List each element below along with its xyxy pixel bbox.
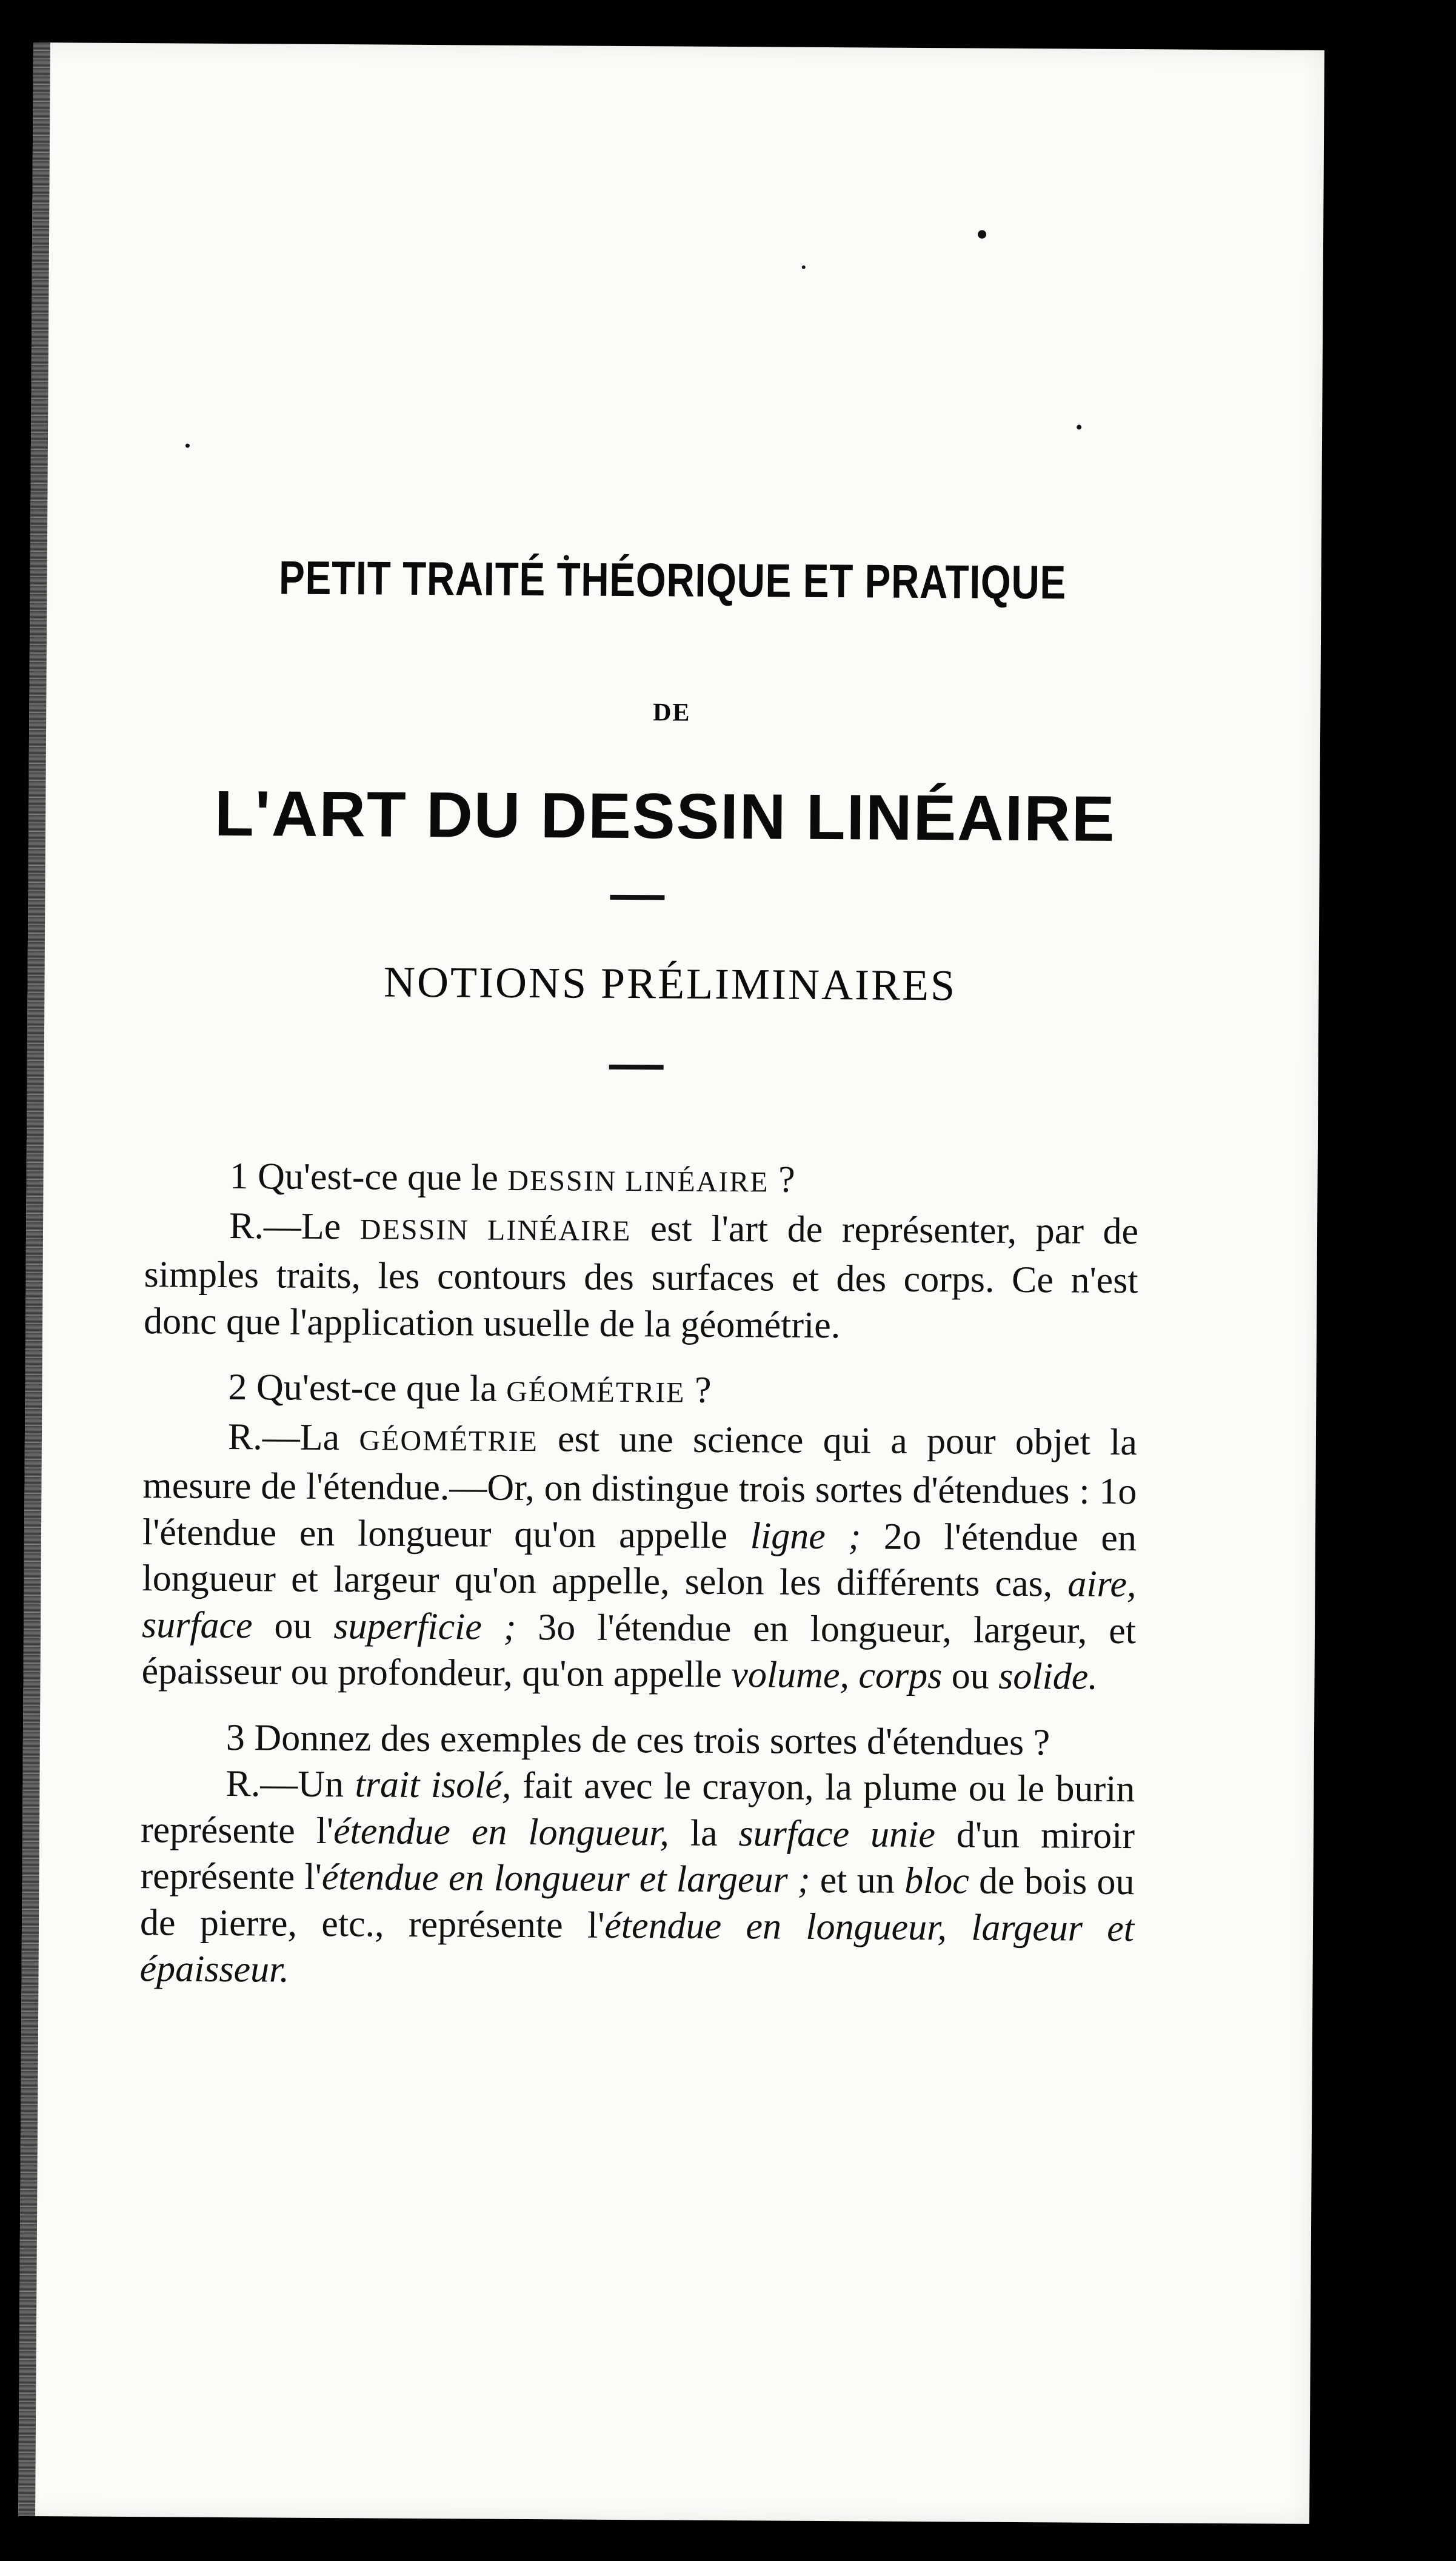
italic-term: étendue en longueur, bbox=[333, 1810, 670, 1853]
question-3 bbox=[141, 1714, 1135, 1767]
question-text: Donnez des exemples de ces trois sortes d'étendues ? bbox=[254, 1716, 1050, 1763]
question-text: ? bbox=[685, 1369, 712, 1411]
answer-text: est une science qui a pour objet la mesure de l'étendue.—Or, on distingue trois sortes d'étendues : 1o l'étendue en longueur qu'on appelle bbox=[142, 1418, 1138, 1556]
question-number: 3 bbox=[225, 1716, 245, 1758]
ink-speck bbox=[1077, 425, 1081, 430]
italic-term: surface unie bbox=[738, 1812, 936, 1855]
answer-text: R.—Un bbox=[225, 1763, 355, 1806]
italic-term: aire, surface bbox=[141, 1563, 1137, 1646]
term: DESSIN LINÉAIRE bbox=[359, 1213, 632, 1247]
ink-speck bbox=[978, 230, 986, 239]
title-connector: DE bbox=[652, 698, 691, 727]
answer-text: d'un miroir représente l' bbox=[140, 1813, 1135, 1898]
italic-term: bloc bbox=[904, 1860, 970, 1902]
main-title: PETIT TRAITÉ THÉORIQUE ET PRATIQUE bbox=[278, 551, 1067, 609]
italic-term: étendue en longueur et largeur ; bbox=[321, 1856, 810, 1901]
answer-text: fait avec le crayon, la plume ou le burin représente l' bbox=[140, 1764, 1135, 1852]
answer-prefix: R.—Le bbox=[229, 1205, 361, 1247]
answer-text: 2o l'étendue en longueur et largeur qu'on appelle, selon les différents cas, bbox=[142, 1515, 1137, 1605]
answer-text: ou bbox=[252, 1604, 334, 1647]
answer-1 bbox=[144, 1202, 1138, 1351]
divider-rule bbox=[610, 895, 664, 900]
question-text: Qu'est-ce que la bbox=[256, 1367, 507, 1410]
book-title: L'ART DU DESSIN LINÉAIRE bbox=[214, 777, 1116, 855]
answer-text: de bois ou de pierre, etc., représente l' bbox=[139, 1860, 1135, 1946]
page-binding-edge bbox=[18, 42, 50, 2516]
answer-text: est l'art de représenter, par de simples traits, les contours des surfaces et des corps. Ce n'est donc que l'application usuelle de la géométrie. bbox=[143, 1207, 1139, 1346]
answer-text: 3o l'étendue en longueur, largeur, et épaisseur ou profondeur, qu'on appelle bbox=[141, 1606, 1137, 1696]
italic-term: volume, corps bbox=[731, 1654, 943, 1697]
ink-speck bbox=[185, 444, 190, 448]
answer-text: ou bbox=[942, 1655, 999, 1697]
answer-text: la bbox=[669, 1812, 739, 1854]
question-1 bbox=[144, 1153, 1138, 1208]
question-text: ? bbox=[769, 1159, 795, 1200]
question-2 bbox=[143, 1364, 1137, 1419]
italic-term: superficie ; bbox=[333, 1605, 516, 1648]
divider-rule bbox=[609, 1065, 664, 1070]
body-text bbox=[139, 1153, 1138, 1998]
question-text: Qu'est-ce que le bbox=[257, 1156, 508, 1199]
term: GÉOMÉTRIE bbox=[359, 1424, 538, 1458]
italic-term: étendue en longueur, largeur et épaisseur. bbox=[139, 1904, 1135, 1990]
book-page bbox=[18, 42, 1324, 2524]
answer-2 bbox=[141, 1413, 1137, 1701]
answer-prefix: R.—La bbox=[227, 1416, 359, 1458]
answer-text: et un bbox=[810, 1859, 905, 1901]
ink-speck bbox=[802, 266, 806, 269]
italic-term: solide. bbox=[998, 1655, 1098, 1698]
italic-term: trait isolé, bbox=[355, 1764, 512, 1806]
section-heading: NOTIONS PRÉLIMINAIRES bbox=[383, 957, 957, 1010]
italic-term: ligne ; bbox=[750, 1515, 861, 1557]
question-number: 2 bbox=[228, 1367, 247, 1408]
term: GÉOMÉTRIE bbox=[506, 1375, 686, 1409]
term: DESSIN LINÉAIRE bbox=[507, 1164, 769, 1199]
question-number: 1 bbox=[229, 1156, 249, 1197]
answer-3 bbox=[139, 1760, 1135, 1998]
